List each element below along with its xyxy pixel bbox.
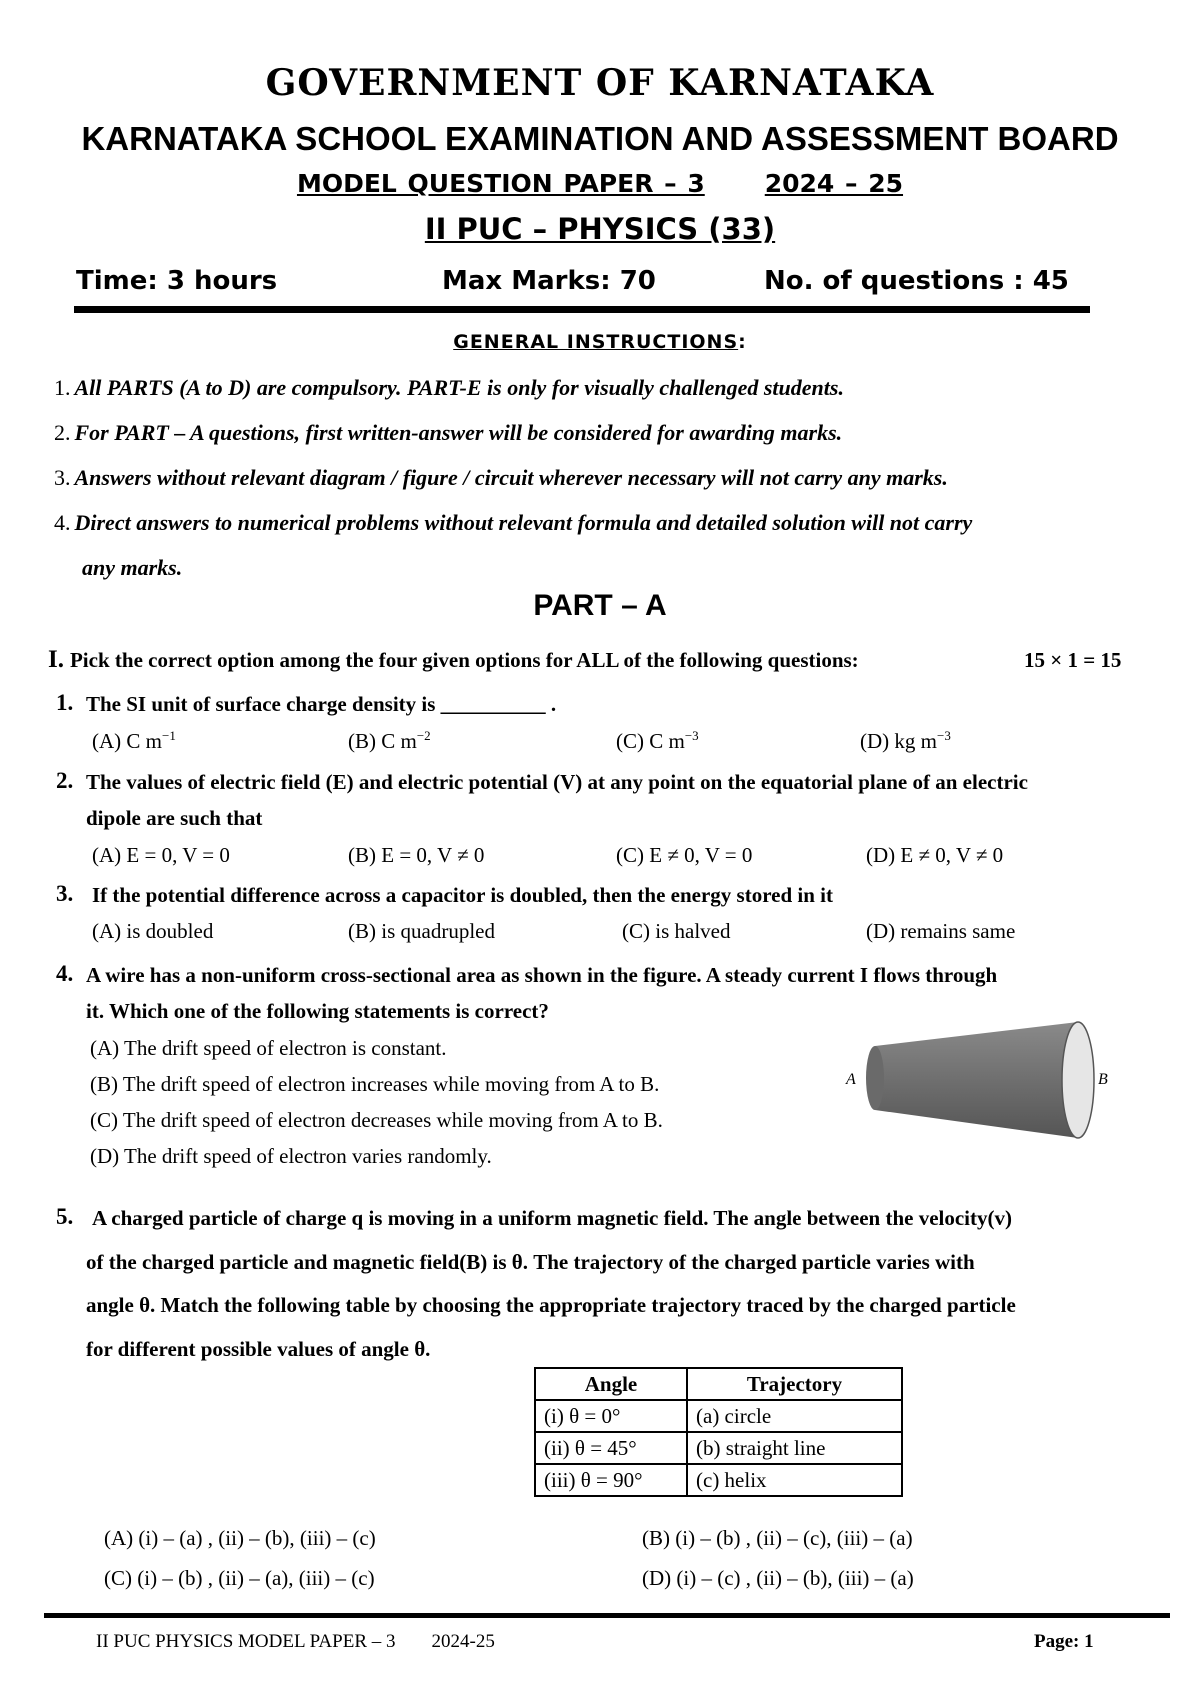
q3-text: If the potential difference across a capacitor is doubled, then the energy stored in it	[92, 883, 833, 907]
angle-trajectory-table	[534, 1367, 903, 1497]
instruction-text: Direct answers to numerical problems without relevant formula and detailed solution will not carry	[74, 510, 973, 535]
instruction-number: 4.	[54, 510, 71, 535]
table-cell-angle: (i) θ = 0°	[535, 1400, 687, 1432]
q4-option-b: (B) The drift speed of electron increases while moving from A to B.	[90, 1072, 660, 1096]
table-row	[535, 1432, 902, 1464]
instruction-item	[54, 420, 842, 446]
part-a-title: PART – A	[533, 589, 667, 622]
instructions-title-text: GENERAL INSTRUCTIONS	[453, 331, 739, 353]
section-marks: 15 × 1 = 15	[1024, 648, 1122, 672]
max-marks-label: Max Marks: 70	[442, 266, 656, 296]
table-header-trajectory: Trajectory	[687, 1368, 902, 1400]
q1-option-a: (A) C $m^{-1}$	[92, 728, 176, 753]
paper-year: 2024 – 25	[764, 169, 904, 198]
footer-left	[96, 1631, 495, 1653]
q3-option-c: (C) is halved	[622, 919, 731, 943]
q2-option-b: (B) E = 0, V ≠ 0	[348, 843, 485, 867]
q4-text-line1: A wire has a non-uniform cross-sectional area as shown in the figure. A steady current I flows through	[86, 963, 998, 987]
paper-name: MODEL QUESTION PAPER – 3	[296, 169, 705, 198]
footer-year: 2024-25	[431, 1631, 495, 1652]
q3-option-a: (A) is doubled	[92, 919, 214, 943]
q2-text-line1: The values of electric field (E) and electric potential (V) at any point on the equatorial plane of an electric	[86, 770, 1028, 794]
table-row	[535, 1400, 902, 1432]
page-number: Page: 1	[1034, 1631, 1094, 1652]
q2-number: 2.	[56, 768, 74, 793]
government-title: GOVERNMENT OF KARNATAKA	[265, 62, 935, 104]
instruction-item	[54, 375, 844, 401]
q1-text: The SI unit of surface charge density is __________ .	[86, 692, 557, 716]
wire-end-a	[866, 1046, 884, 1110]
instruction-number: 2.	[54, 420, 71, 445]
section-text: Pick the correct option among the four given options for ALL of the following questions:	[69, 648, 859, 672]
q3-option-d: (D) remains same	[866, 919, 1016, 943]
q1-option-d: (D) kg $m^{-3}$	[860, 728, 951, 753]
instructions-title	[0, 331, 1200, 353]
wire-body	[875, 1022, 1078, 1138]
subject-title: II PUC – PHYSICS (33)	[424, 212, 776, 246]
instruction-number: 3.	[54, 465, 71, 490]
q2-text-line2: dipole are such that	[86, 806, 263, 830]
q1-option-b: (B) C $m^{-2}$	[348, 728, 431, 753]
instruction-continuation: any marks.	[82, 555, 183, 580]
table-cell-angle: (iii) θ = 90°	[535, 1464, 687, 1496]
q4-option-a: (A) The drift speed of electron is constant.	[90, 1036, 447, 1060]
wire-end-b	[1062, 1022, 1094, 1138]
q5-option-c: (C) (i) – (b) , (ii) – (a), (iii) – (c)	[104, 1566, 375, 1590]
q5-text-line2: of the charged particle and magnetic field(B) is θ. The trajectory of the charged particle varies with	[86, 1250, 975, 1274]
wire-figure	[840, 1020, 1110, 1140]
q2-option-d: (D) E ≠ 0, V ≠ 0	[866, 843, 1004, 867]
instruction-item	[54, 465, 948, 491]
footer-divider	[44, 1613, 1170, 1618]
q5-text-line3: angle θ. Match the following table by choosing the appropriate trajectory traced by the charged particle	[86, 1293, 1016, 1317]
time-label: Time: 3 hours	[76, 266, 278, 296]
table-cell-angle: (ii) θ = 45°	[535, 1432, 687, 1464]
q2-option-a: (A) E = 0, V = 0	[92, 843, 230, 867]
instruction-text: All PARTS (A to D) are compulsory. PART-E is only for visually challenged students.	[74, 375, 844, 400]
table-header-angle: Angle	[535, 1368, 687, 1400]
q5-option-a: (A) (i) – (a) , (ii) – (b), (iii) – (c)	[104, 1526, 376, 1550]
q4-text-line2: it. Which one of the following statements is correct?	[86, 999, 549, 1023]
q4-number: 4.	[56, 961, 74, 986]
q4-option-d: (D) The drift speed of electron varies randomly.	[90, 1144, 492, 1168]
table-cell-trajectory: (b) straight line	[687, 1432, 902, 1464]
table-row	[535, 1464, 902, 1496]
header-divider	[74, 306, 1090, 313]
instruction-item	[54, 510, 972, 536]
q5-option-b: (B) (i) – (b) , (ii) – (c), (iii) – (a)	[642, 1526, 913, 1550]
q5-option-d: (D) (i) – (c) , (ii) – (b), (iii) – (a)	[642, 1566, 914, 1590]
q5-text-line1: A charged particle of charge q is moving in a uniform magnetic field. The angle between the velocity(v)	[92, 1206, 1013, 1230]
instructions-title-colon: :	[738, 331, 747, 353]
q4-option-c: (C) The drift speed of electron decreases while moving from A to B.	[90, 1108, 663, 1132]
q1-option-c: (C) C $m^{-3}$	[616, 728, 699, 753]
q5-text-line4: for different possible values of angle θ.	[86, 1337, 431, 1361]
footer-paper: II PUC PHYSICS MODEL PAPER – 3	[96, 1631, 396, 1652]
q1-number: 1.	[56, 690, 74, 715]
paper-title	[0, 169, 1200, 198]
num-questions-label: No. of questions : 45	[764, 266, 1069, 296]
instruction-number: 1.	[54, 375, 71, 400]
q3-option-b: (B) is quadrupled	[348, 919, 495, 943]
q2-option-c: (C) E ≠ 0, V = 0	[616, 843, 753, 867]
section-heading	[48, 646, 859, 674]
section-number: I.	[48, 646, 64, 673]
wire-label-b: B	[1098, 1071, 1108, 1088]
table-cell-trajectory: (c) helix	[687, 1464, 902, 1496]
q3-number: 3.	[56, 881, 74, 906]
table-header-row	[535, 1368, 902, 1400]
instruction-text: For PART – A questions, first written-answer will be considered for awarding marks.	[74, 420, 843, 445]
table-cell-trajectory: (a) circle	[687, 1400, 902, 1432]
instruction-text: Answers without relevant diagram / figure / circuit wherever necessary will not carry any marks.	[74, 465, 948, 490]
board-title: KARNATAKA SCHOOL EXAMINATION AND ASSESSMENT BOARD	[81, 120, 1119, 157]
q5-number: 5.	[56, 1204, 74, 1229]
wire-label-a: A	[846, 1071, 856, 1088]
